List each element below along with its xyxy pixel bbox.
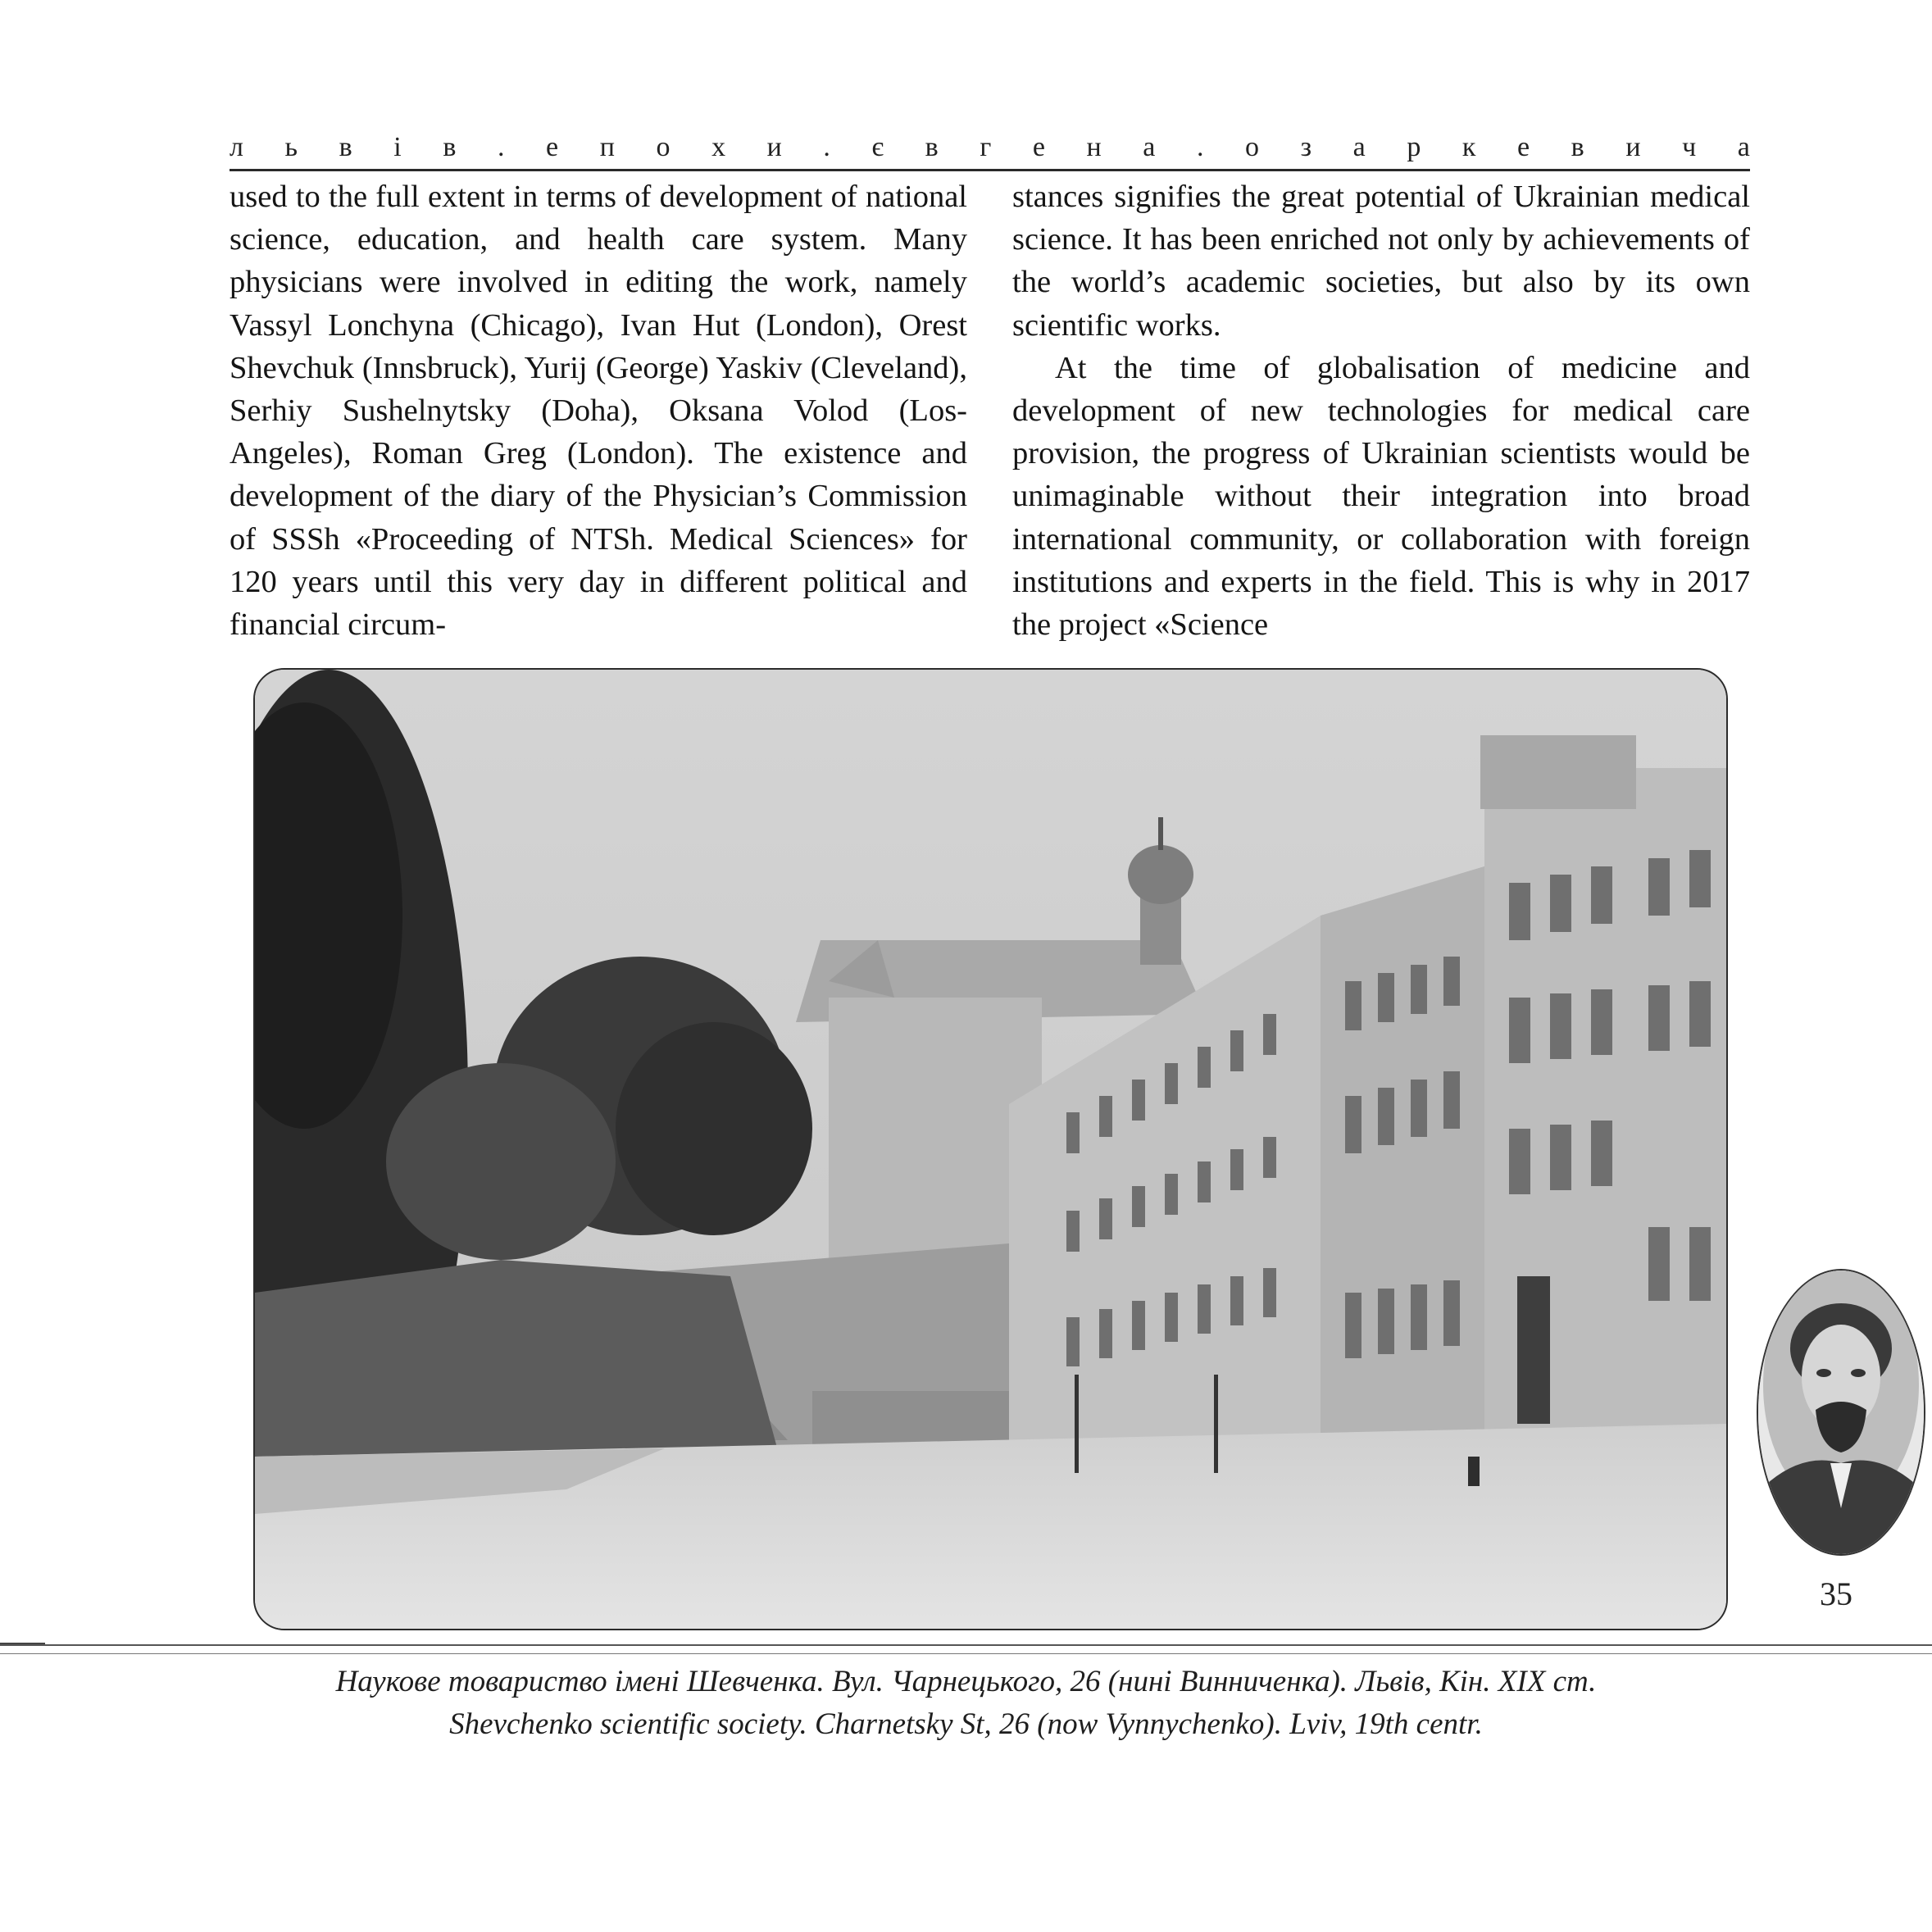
header-rule: [230, 169, 1750, 171]
running-header-letter: в: [443, 132, 457, 162]
running-header-letter: и: [766, 132, 782, 162]
running-header-letter: о: [1245, 132, 1260, 162]
running-header-letter: х: [711, 132, 726, 162]
photo-illustration: [255, 670, 1726, 1629]
footer-rule-top: [0, 1644, 1932, 1646]
portrait-illustration: [1758, 1271, 1924, 1554]
running-header-letter: о: [656, 132, 671, 162]
portrait-engraving: [1757, 1269, 1925, 1556]
caption-english: Shevchenko scientific society. Charnetsky St, 26 (now Vynnychenko). Lviv, 19th centr.: [449, 1707, 1483, 1741]
running-header-letter: в: [1571, 132, 1584, 162]
running-header-letter: .: [1196, 132, 1204, 162]
right-text-column: [1012, 175, 1750, 646]
running-header-letter: н: [1086, 132, 1102, 162]
running-header-letter: ч: [1682, 132, 1697, 162]
running-header-letter: л: [230, 132, 243, 162]
running-header-letter: е: [1032, 132, 1045, 162]
running-header: [230, 131, 1750, 164]
running-header-letter: р: [1407, 132, 1421, 162]
running-header-letter: е: [1517, 132, 1530, 162]
running-header-letter: в: [925, 132, 939, 162]
running-header-letter: а: [1737, 132, 1750, 162]
left-paragraph-1: used to the full extent in terms of development of national science, education, and health care system. Many physicians were involved in editing the work, namely Vassyl Lonchyna (Chicago), Ivan Hut (London), Orest Shevchuk (Innsbruck), Yurij (George) Yaskiv (Cleveland), Serhiy Sushelnytsky (Doha), Oksana Volod (Los-Angeles), Roman Greg (London). The existence and development of the diary of the Physician’s Commission of SSSh «Proceeding of NTSh. Medical Sciences» for 120 years until this very day in different political and financial circum-: [230, 180, 967, 643]
running-header-letter: з: [1300, 132, 1312, 162]
running-header-letter: к: [1462, 132, 1476, 162]
caption-ukrainian: Наукове товариство імені Шевченка. Вул. Чарнецького, 26 (нині Винниченка). Львів, Кін. XIX ст.: [335, 1665, 1597, 1698]
running-header-letter: .: [497, 132, 505, 162]
running-header-letter: г: [980, 132, 992, 162]
right-paragraph-1: stances signifies the great potential of Ukrainian medical science. It has been enriched not only by achievements of the world’s academic societies, but also by its own scientific works.: [1012, 180, 1750, 343]
running-header-letter: е: [546, 132, 559, 162]
running-header-letter: .: [823, 132, 830, 162]
running-header-letter: є: [871, 132, 884, 162]
running-header-letter: а: [1143, 132, 1156, 162]
right-paragraph-2: At the time of globalisation of medicine and development of new technologies for medical care provision, the progress of Ukrainian scientists would be unimaginable without their integration into broad international community, or collaboration with foreign institutions and experts in the field. This is why in 2017 the project «Science: [1012, 350, 1750, 643]
historic-street-photo: [253, 668, 1728, 1630]
running-header-letter: в: [339, 132, 352, 162]
running-header-letter: і: [393, 132, 402, 162]
running-header-letter: ь: [284, 132, 298, 162]
left-text-column: [230, 175, 967, 646]
footer-rule-bottom: [0, 1653, 1932, 1654]
running-header-letter: п: [599, 132, 615, 162]
figure-caption: [0, 1661, 1932, 1746]
running-header-letter: и: [1625, 132, 1641, 162]
page-number: 35: [1820, 1575, 1852, 1612]
running-header-letter: а: [1352, 132, 1366, 162]
